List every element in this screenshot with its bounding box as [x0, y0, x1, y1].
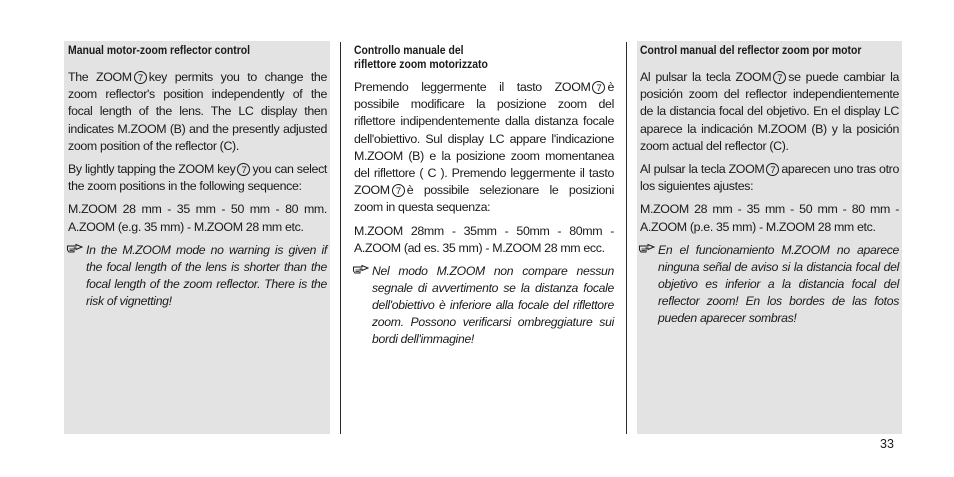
text: aparecen uno tras otro los siguientes ajustes:	[640, 162, 899, 194]
note-text: In the M.ZOOM mode no warning is given if the focal length of the lens is shorter than the focal length of the zoom reflector. There is the risk of vignetting!	[86, 242, 327, 308]
note-text: En el funcionamiento M.ZOOM no aparece ninguna señal de aviso si la distancia focal del objetivo es inferior a la distancia focal del reflector zoom! En los bordes de las fotos pueden aparecer sombras!	[658, 242, 899, 325]
text: se puede cambiar la posición zoom del reflector independientemente de la distancia focal del objetivo. En el display LC aparece la indicación M.ZOOM (B) y la posición zoom actual del reflector (C).	[640, 70, 900, 153]
paragraph-en-3: M.ZOOM 28 mm - 35 mm - 50 mm - 80 mm. A.ZOOM (e.g. 35 mm) - M.ZOOM 28 mm etc.	[68, 202, 327, 234]
note-spanish	[640, 242, 899, 327]
text: By lightly tapping the ZOOM key	[68, 162, 236, 177]
paragraph-en-1	[68, 69, 327, 155]
paragraph-it-1	[354, 79, 614, 217]
heading-spanish: Control manual del reflector zoom por motor	[640, 44, 862, 57]
circled-key-icon: 7	[766, 163, 779, 176]
circled-key-icon: 7	[237, 163, 250, 176]
page-number: 33	[880, 437, 894, 451]
pointing-hand-icon	[639, 243, 655, 253]
paragraph-es-3: M.ZOOM 28 mm - 35 mm - 50 mm - 80 mm - A.ZOOM (p.e. 35 mm) - M.ZOOM 28 mm etc.	[640, 202, 899, 234]
paragraph-es-1	[640, 69, 899, 155]
column-english	[64, 41, 330, 434]
column-italian	[352, 41, 616, 434]
text: è possibile selezionare le posizioni zoom in questa sequenza:	[354, 183, 614, 215]
heading-line: riflettore zoom motorizzato	[354, 58, 488, 71]
pointing-hand-icon	[67, 243, 83, 253]
column-divider	[340, 42, 341, 434]
text: Premendo leggermente il tasto ZOOM	[354, 80, 591, 94]
heading-line: Controllo manuale del	[354, 44, 464, 57]
pointing-hand-icon	[353, 264, 369, 274]
text: Al pulsar la tecla ZOOM	[640, 70, 772, 84]
note-text: Nel modo M.ZOOM non compare nessun segnale di avvertimento se la distanza focale dell'obiettivo è inferiore alla focale del riflettore zoom. Possono verificarsi ombreggiature sui bordi dell'immagine!	[372, 264, 614, 347]
heading-italian	[354, 44, 614, 72]
circled-key-icon: 7	[592, 81, 605, 94]
circled-key-icon: 7	[773, 71, 786, 84]
paragraph-es-2	[640, 161, 899, 195]
text: è possibile modificare la posizione zoom del riflettore indipendentemente dalla distanza focale dell'obiettivo. Sul display LC appare l'indicazione M.ZOOM (B) e la posizione zoom momentanea del riflettore ( C ). Premendo leggermente il tasto ZOOM	[354, 80, 614, 198]
column-divider	[626, 42, 627, 434]
circled-key-icon: 7	[134, 71, 147, 84]
text: key permits you to change the zoom reflector's position independently of the focal length of the lens. The LC display then indicates M.ZOOM (B) and the presently adjusted zoom position of the reflector (C).	[68, 70, 327, 153]
circled-key-icon: 7	[392, 184, 405, 197]
text: Al pulsar la tecla ZOOM	[640, 162, 765, 177]
text: The ZOOM	[68, 70, 132, 84]
text: you can select the zoom positions in the following sequence:	[68, 162, 328, 194]
paragraph-en-2	[68, 161, 327, 195]
note-english	[68, 242, 327, 310]
column-spanish	[637, 41, 902, 434]
paragraph-it-2: M.ZOOM 28mm - 35mm - 50mm - 80mm - A.ZOOM (ad es. 35 mm) - M.ZOOM 28 mm ecc.	[354, 223, 614, 255]
note-italian	[354, 263, 614, 348]
heading-english: Manual motor-zoom reflector control	[68, 44, 251, 57]
